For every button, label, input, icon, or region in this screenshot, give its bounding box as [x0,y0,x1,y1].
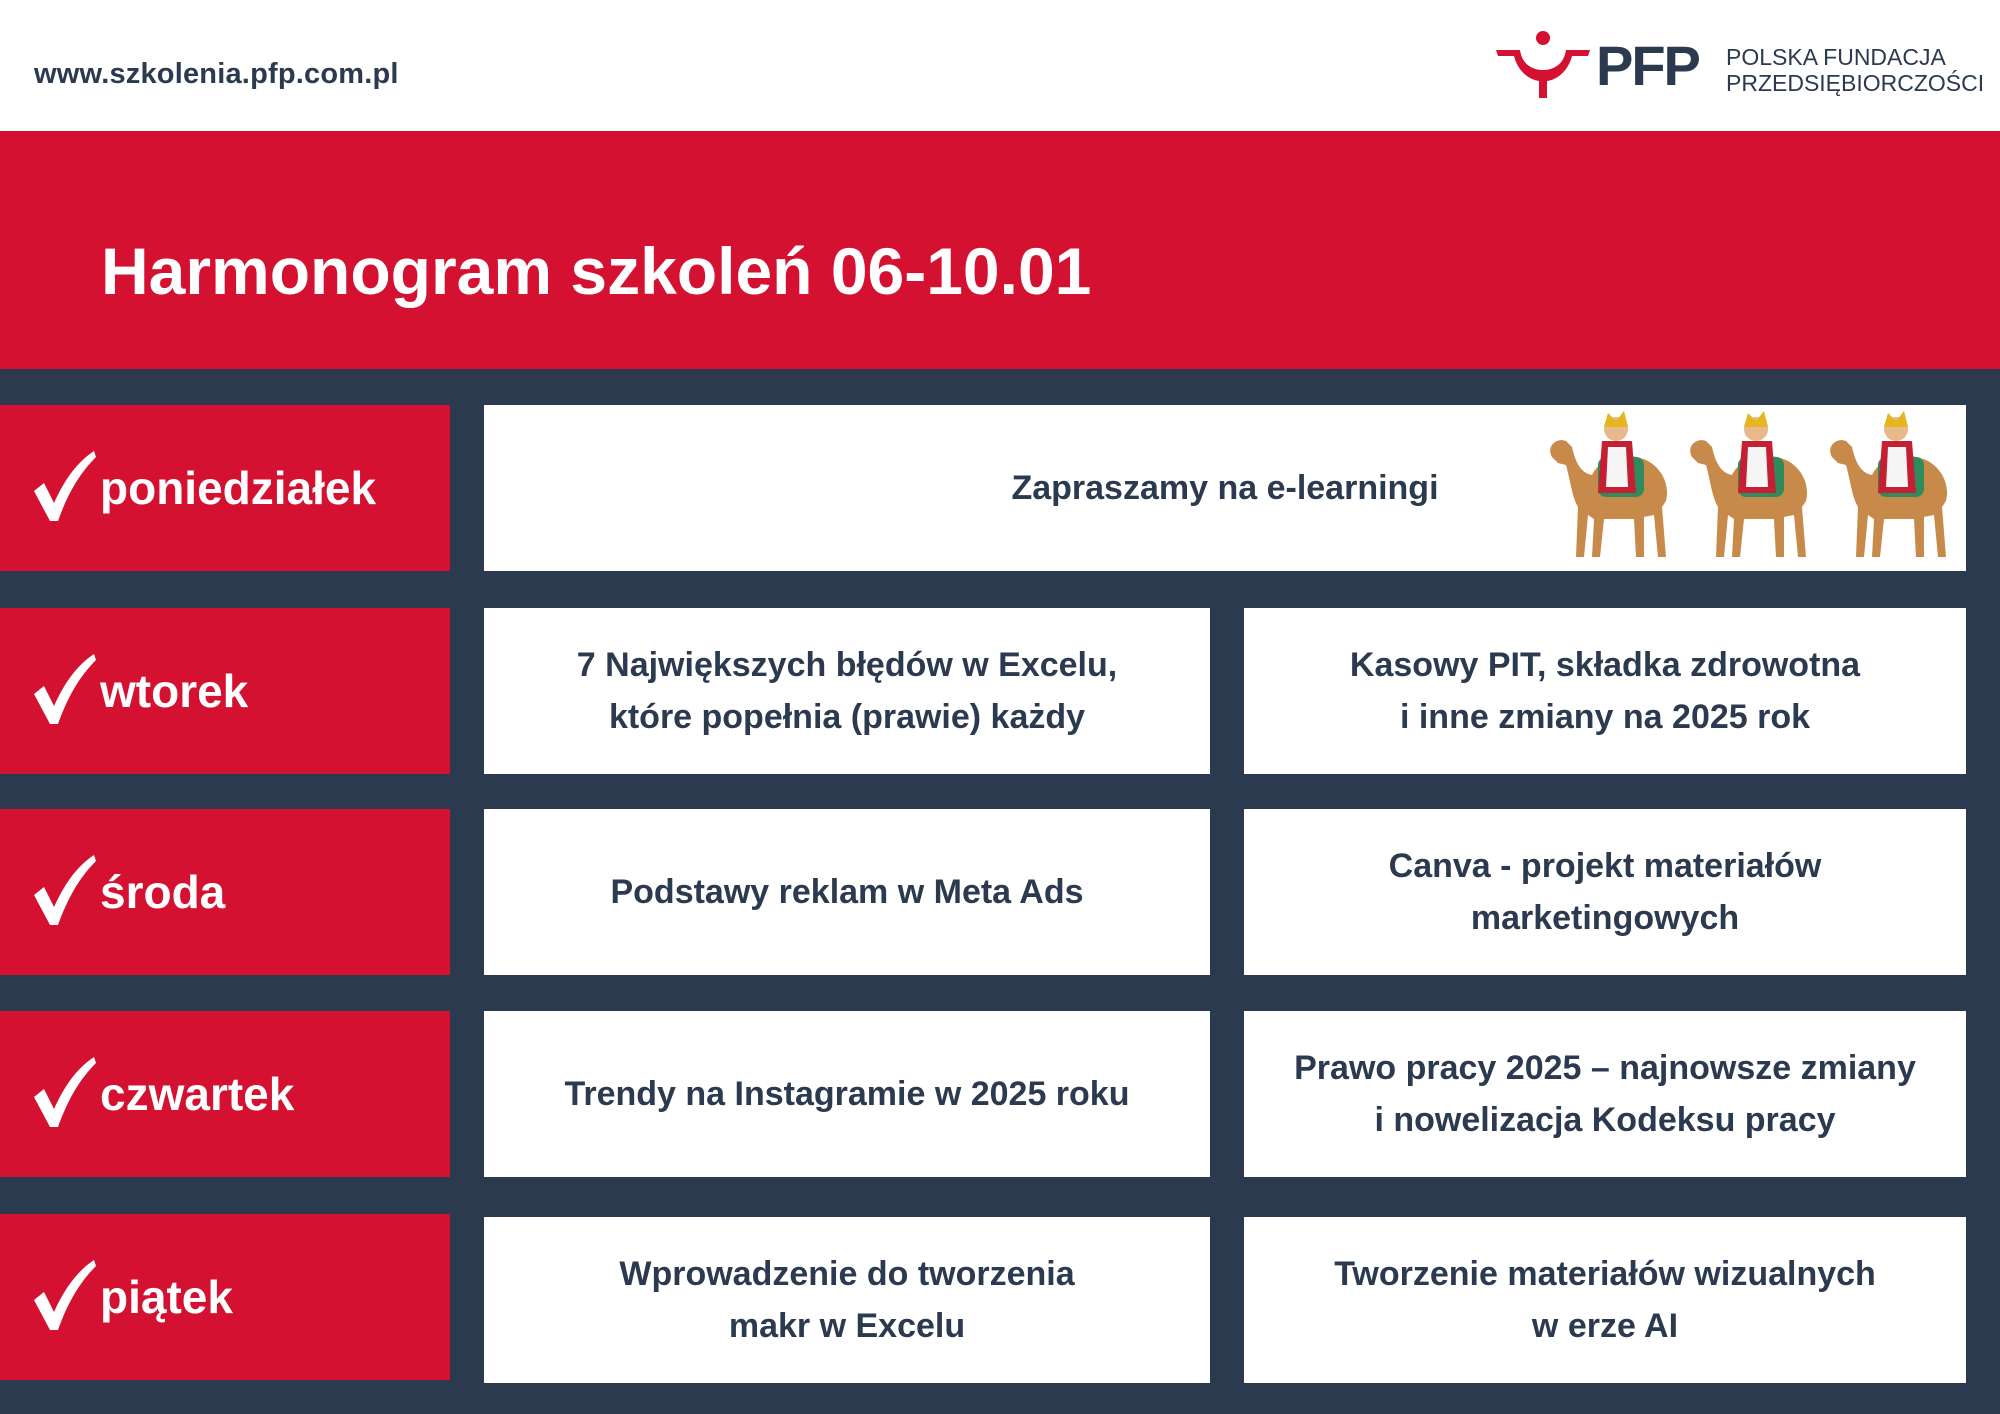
training-title: Zapraszamy na e-learningi [1011,469,1439,507]
day-friday [0,1214,450,1380]
training-cell-wednesday-2 [1244,809,1966,975]
logo-full-name [1726,44,1984,96]
training-title: Kasowy PIT, składka zdrowotna i inne zmiany na 2025 rok [1349,646,1861,736]
three-kings-camels-icon [1532,407,1962,567]
training-title: Canva - projekt materiałów marketingowych [1388,847,1822,937]
day-tuesday [0,608,450,774]
day-label: środa [100,866,226,918]
training-title: Wprowadzenie do tworzenia makr w Excelu [619,1255,1075,1345]
pfp-figure-icon [1492,30,1592,100]
pfp-logo [1492,30,2000,100]
checkmark-icon [30,1258,98,1334]
training-cell-thursday-1 [484,1011,1210,1177]
training-cell-friday-1 [484,1217,1210,1383]
training-cell-tuesday-1 [484,608,1210,774]
checkmark-icon [30,449,98,525]
logo-line-2: PRZEDSIĘBIORCZOŚCI [1726,70,1985,96]
checkmark-icon [30,853,98,929]
training-title: Podstawy reklam w Meta Ads [610,873,1084,911]
training-cell-monday [484,405,1966,571]
training-title: Prawo pracy 2025 – najnowsze zmiany i nowelizacja Kodeksu pracy [1294,1049,1916,1139]
training-cell-wednesday-1 [484,809,1210,975]
day-monday [0,405,450,571]
day-thursday [0,1011,450,1177]
site-url-link[interactable]: www.szkolenia.pfp.com.pl [34,58,399,90]
training-title: 7 Największych błędów w Excelu, które popełnia (prawie) każdy [576,646,1118,736]
day-label: poniedziałek [100,462,377,514]
day-wednesday [0,809,450,975]
page-title: Harmonogram szkoleń 06-10.01 [101,234,1092,308]
header [0,0,2000,131]
logo-line-1: POLSKA FUNDACJA [1726,44,1946,70]
day-label: wtorek [100,665,249,717]
training-title: Trendy na Instagramie w 2025 roku [564,1075,1130,1113]
day-label: piątek [100,1271,233,1323]
training-title: Tworzenie materiałów wizualnych w erze AI [1334,1255,1876,1345]
checkmark-icon [30,652,98,728]
training-cell-tuesday-2 [1244,608,1966,774]
day-label: czwartek [100,1068,295,1120]
title-banner [0,131,2000,369]
checkmark-icon [30,1055,98,1131]
training-cell-friday-2 [1244,1217,1966,1383]
logo-pfp-text: PFP [1596,34,1699,97]
training-cell-thursday-2 [1244,1011,1966,1177]
